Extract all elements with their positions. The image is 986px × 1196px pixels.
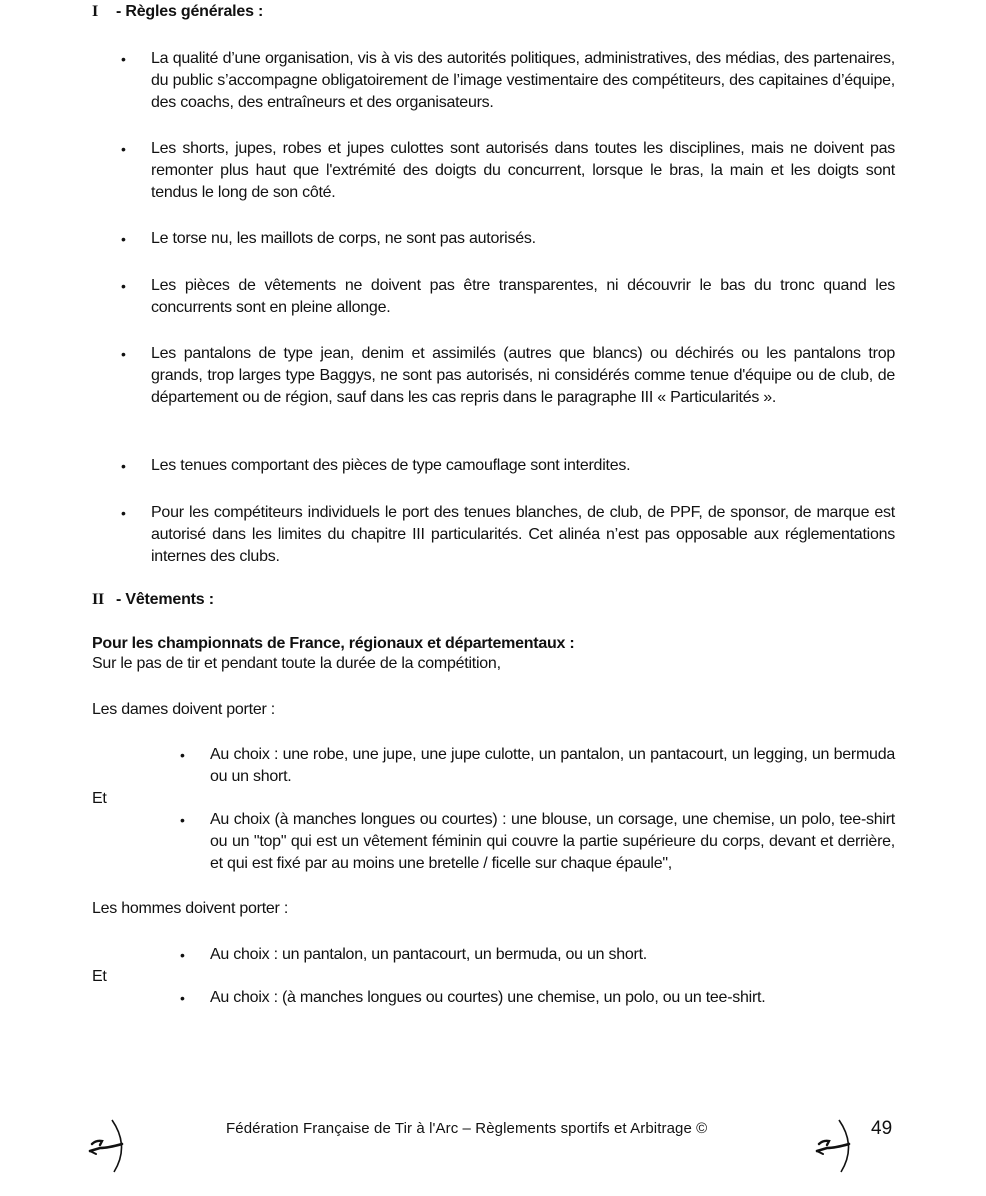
- list-item: • Le torse nu, les maillots de corps, ne sont pas autorisés.: [151, 228, 895, 250]
- footer-text: Fédération Française de Tir à l'Arc – Règlements sportifs et Arbitrage ©: [226, 1120, 708, 1137]
- list-item: • La qualité d’une organisation, vis à vis des autorités politiques, administratives, des médias, des partenaires, du public s’accompagne obligatoirement de l’image vestimentaire des compétiteurs, des capitaines d’équipe, des coachs, des entraîneurs et des organisateurs.: [151, 48, 895, 114]
- section-1-title: - Règles générales :: [116, 3, 264, 20]
- list-item: • Les pièces de vêtements ne doivent pas être transparentes, ni découvrir le bas du tronc quand les concurrents sont en pleine allonge.: [151, 275, 895, 319]
- men-label: Les hommes doivent porter :: [92, 900, 289, 917]
- intro-text: Sur le pas de tir et pendant toute la durée de la compétition,: [92, 655, 501, 672]
- page-number: 49: [871, 1118, 893, 1139]
- list-item: • Les tenues comportant des pièces de type camouflage sont interdites.: [151, 455, 895, 477]
- archer-bow-logo-icon: [86, 1118, 128, 1174]
- connector-et: Et: [92, 790, 107, 807]
- section-2-numeral: II: [92, 591, 105, 608]
- connector-et: Et: [92, 968, 107, 985]
- list-item: • Au choix (à manches longues ou courtes) : une blouse, un corsage, une chemise, un polo, tee-shirt ou un "top" qui est un vêtement féminin qui couvre la partie supérieure du corps, devant et derrière, et qui est fixé par au moins une bretelle / ficelle sur chaque épaule",: [210, 809, 895, 875]
- list-item: • Au choix : (à manches longues ou courtes) une chemise, un polo, ou un tee-shirt.: [210, 987, 895, 1009]
- section-1-numeral: I: [92, 3, 99, 20]
- list-item: • Au choix : un pantalon, un pantacourt, un bermuda, ou un short.: [210, 944, 895, 966]
- section-2-heading: [92, 591, 214, 609]
- list-item: • Les pantalons de type jean, denim et assimilés (autres que blancs) ou déchirés ou les pantalons trop grands, trop larges type Baggys, ne sont pas autorisés, ni considérés comme tenue d'équipe ou de club, de département ou de région, sauf dans les cas repris dans le paragraphe III « Particularités ».: [151, 343, 895, 409]
- list-item: • Au choix : une robe, une jupe, une jupe culotte, un pantalon, un pantacourt, un legging, un bermuda ou un short.: [210, 744, 895, 788]
- list-item: • Pour les compétiteurs individuels le port des tenues blanches, de club, de PPF, de sponsor, de marque est autorisé dans les limites du chapitre III particularités. Cet alinéa n’est pas opposable aux réglementations internes des clubs.: [151, 502, 895, 568]
- women-label: Les dames doivent porter :: [92, 701, 275, 718]
- championships-subheading: Pour les championnats de France, régionaux et départementaux :: [92, 635, 575, 652]
- list-item: • Les shorts, jupes, robes et jupes culottes sont autorisés dans toutes les disciplines, mais ne doivent pas remonter plus haut que l'extrémité des doigts du concurrent, lorsque le bras, la main et les doigts sont tendus le long de son côté.: [151, 138, 895, 204]
- section-2-title: - Vêtements :: [116, 591, 214, 608]
- archer-bow-logo-icon: [813, 1118, 855, 1174]
- section-1-heading: [92, 3, 263, 21]
